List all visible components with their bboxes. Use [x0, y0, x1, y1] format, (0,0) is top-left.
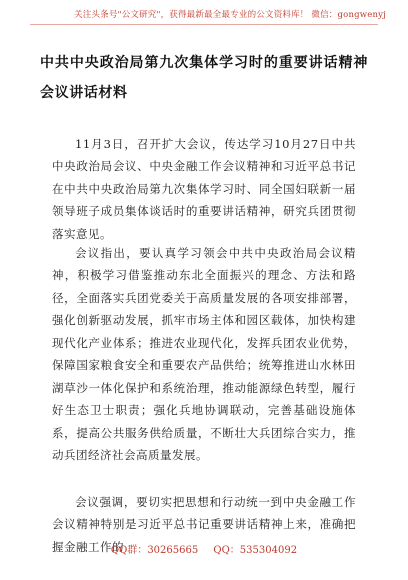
paragraph-2: 会议指出，要认真学习领会中共中央政治局会议精神，积极学习借鉴推动东北全面振兴的理念、方法和路径，全面落实兵团党委关于高质量发展的各项安排部署，强化创新驱动发展，抓牢市场主体和园区载体，加快构建现代化产业体系；推进农业现代化，发挥兵团农业优势，保障国家粮食安全和重要农产品供给；统筹推进山水林田湖草沙一体化保护和系统治理，推动能源绿色转型，履行好生态卫士职责；强化兵地协调联动，完善基础设施体系，提高公共服务供给质量，不断壮大兵团综合实力，推动兵团经济社会高质量发展。 — [52, 245, 356, 462]
document-title: 中共中央政治局第九次集体学习时的重要讲话精神会议讲话材料 — [40, 55, 368, 101]
header-notice: 关注头条号"公文研究"，获得最新最全最专业的公文资料库！ 微信：gongwenyj — [74, 10, 386, 20]
paragraph-1: 11月3日，召开扩大会议，传达学习10月27日中共中央政治局会议、中央金融工作会议精神和习近平总书记在中共中央政治局第九次集体学习时、同全国妇联新一届领导班子成员集体谈话时的重要讲话精神，研究兵团贯彻落实意见。 — [52, 136, 356, 241]
paragraph-3: 会议强调，要切实把思想和行动统一到中央金融工作会议精神特别是习近平总书记重要讲话精神上来，准确把握金融工作的 — [52, 494, 356, 554]
footer-qq-contact: QQ：535304092 — [213, 545, 298, 556]
footer — [0, 541, 408, 556]
footer-qq-group: QQ群：30265665 — [110, 545, 199, 556]
header-divider — [30, 24, 378, 25]
